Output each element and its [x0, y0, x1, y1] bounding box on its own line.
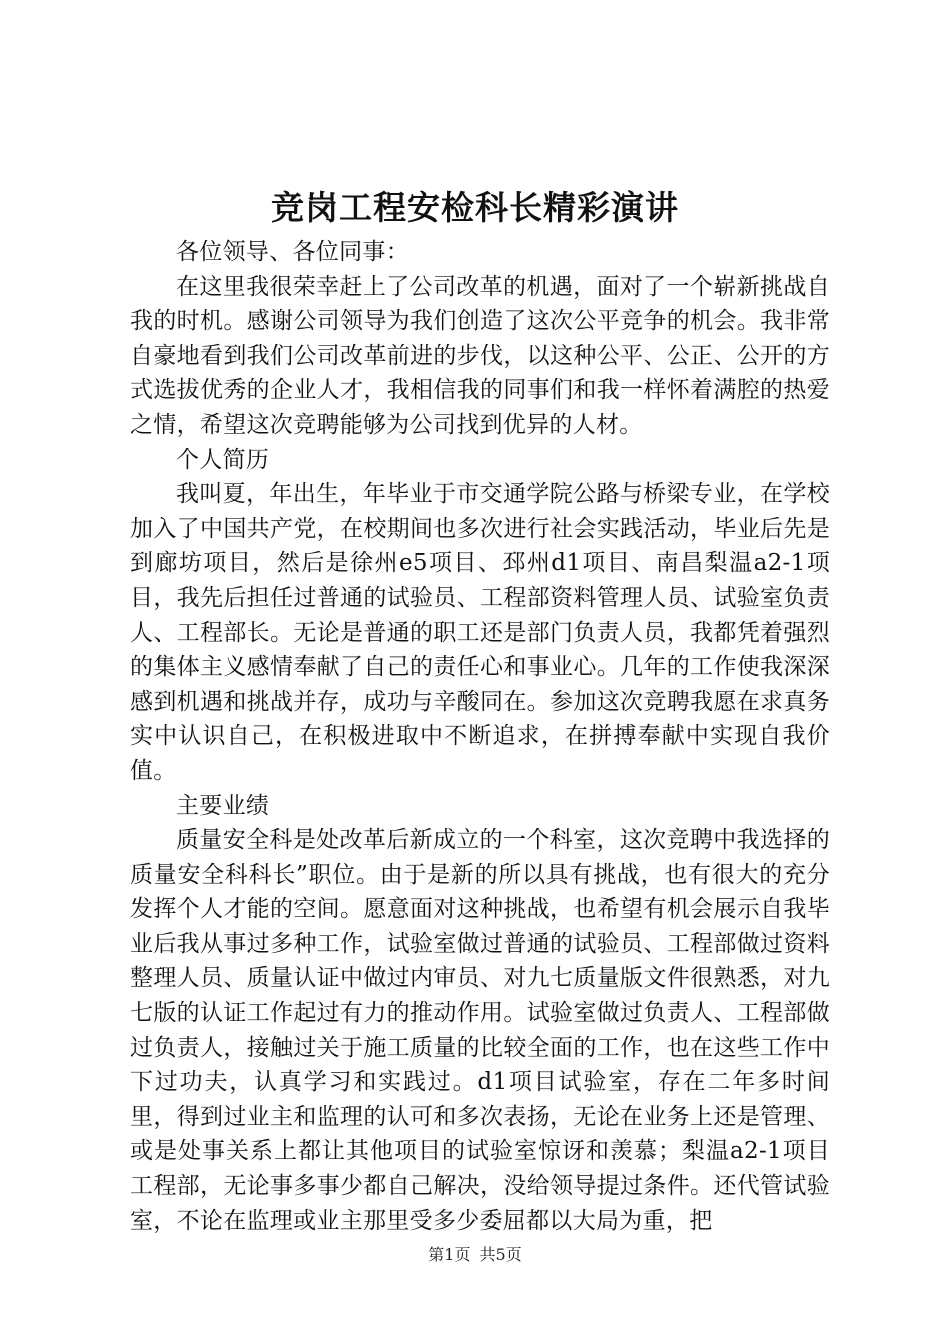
salutation-paragraph: 各位领导、各位同事： [176, 239, 409, 265]
section-heading-achievements: 主要业绩 [176, 792, 270, 819]
page-footer [0, 1245, 950, 1265]
document-title: 竞岗工程安检科长精彩演讲 [271, 188, 679, 227]
page-number: 第1页 [428, 1245, 471, 1264]
section-heading-resume: 个人简历 [176, 446, 270, 473]
page-total: 共5页 [479, 1245, 522, 1264]
intro-paragraph: 在这里我很荣幸赶上了公司改革的机遇，面对了一个崭新挑战自我的时机。感谢公司领导为我们创造了这次公平竞争的机会。我非常自豪地看到我们公司改革前进的步伐，以这种公平、公正、公开的方式选拔优秀的企业人才，我相信我的同事们和我一样怀着满腔的热爱之情，希望这次竞聘能够为公司找到优异的人材。 [130, 273, 830, 438]
achievements-paragraph: 质量安全科是处改革后新成立的一个科室，这次竞聘中我选择的质量安全科科长”职位。由于是新的所以具有挑战，也有很大的充分发挥个人才能的空间。愿意面对这种挑战，也希望有机会展示自我毕业后我从事过多种工作，试验室做过普通的试验员、工程部做过资料整理人员、质量认证中做过内审员、对九七质量版文件很熟悉，对九七版的认证工作起过有力的推动作用。试验室做过负责人、工程部做过负责人，接触过关于施工质量的比较全面的工作，也在这些工作中下过功夫，认真学习和实践过。d1项目试验室，存在二年多时间里，得到过业主和监理的认可和多次表扬，无论在业务上还是管理、或是处事关系上都让其他项目的试验室惊讶和羡慕；梨温a2-1项目工程部，无论事多事少都自己解决，没给领导提过条件。还代管试验室，不论在监理或业主那里受多少委屈都以大局为重，把 [130, 827, 830, 1234]
document-body [130, 235, 830, 1238]
resume-paragraph: 我叫夏，年出生，年毕业于市交通学院公路与桥梁专业，在学校加入了中国共产党，在校期间也多次进行社会实践活动，毕业后先是到廊坊项目，然后是徐州e5项目、邳州d1项目、南昌梨温a2-1项目，我先后担任过普通的试验员、工程部资料管理人员、试验室负责人、工程部长。无论是普通的职工还是部门负责人员，我都凭着强烈的集体主义感情奉献了自己的责任心和事业心。几年的工作使我深深感到机遇和挑战并存，成功与辛酸同在。参加这次竞聘我愿在求真务实中认识自己，在积极进取中不断追求，在拼搏奉献中实现自我价值。 [130, 481, 830, 784]
